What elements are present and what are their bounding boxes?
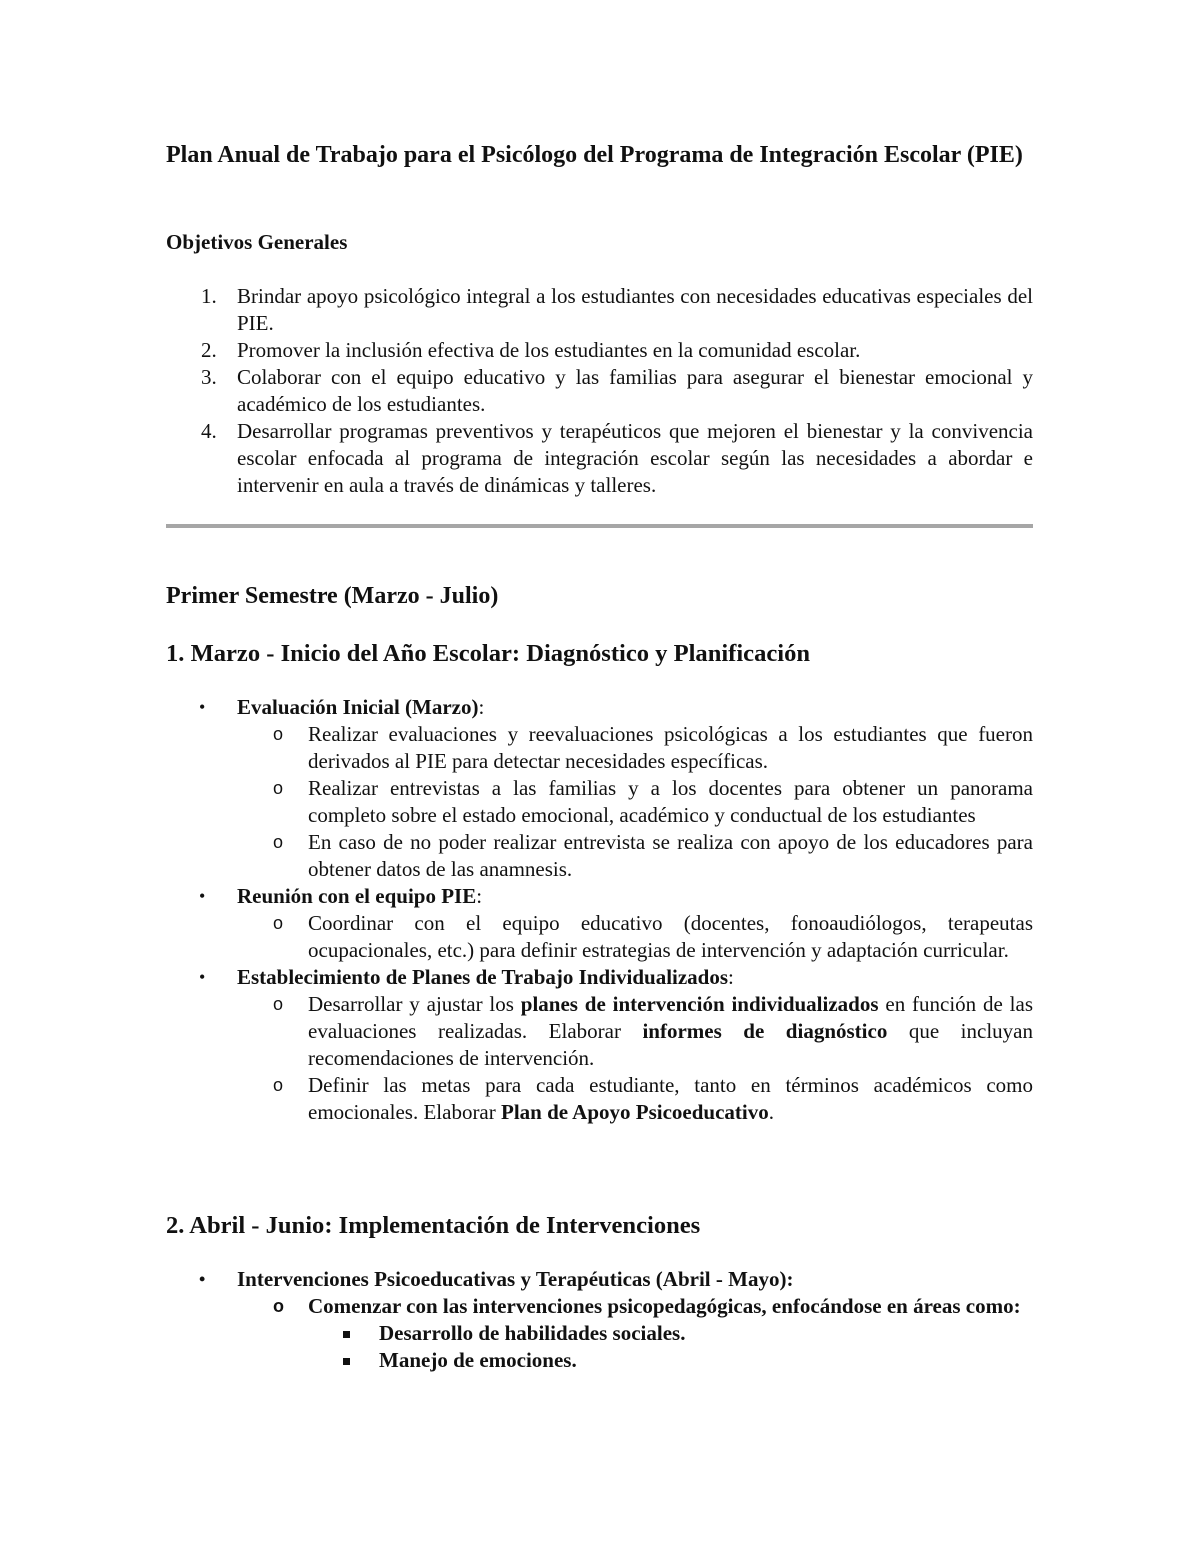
circle-bullet-icon: o xyxy=(273,1075,284,1095)
objectives-heading: Objetivos Generales xyxy=(166,230,348,254)
sub-sub-list-item xyxy=(308,1320,1033,1347)
sub-sub-item-text: Desarrollo de habilidades sociales. xyxy=(379,1321,686,1345)
circle-bullet-icon: o xyxy=(273,832,284,852)
sub-item-text: Realizar entrevistas a las familias y a los docentes para obtener un panorama completo sobre el estado emocional, académico y conductual de los estudiantes xyxy=(308,776,1033,827)
objectives-list xyxy=(166,283,1033,499)
april-activity-list xyxy=(166,1266,1033,1374)
item-label: Reunión con el equipo PIE xyxy=(237,884,477,908)
text-run: . xyxy=(768,1100,775,1124)
sub-list-item xyxy=(237,721,1033,775)
objective-item xyxy=(166,418,1033,499)
list-item xyxy=(166,964,1033,1126)
bold-text-run: Plan de Apoyo Psicoeducativo xyxy=(501,1100,769,1124)
list-item xyxy=(166,1266,1033,1374)
sub-sub-item-text: Manejo de emociones. xyxy=(379,1348,577,1372)
document-title: Plan Anual de Trabajo para el Psicólogo del Programa de Integración Escolar (PIE) xyxy=(166,142,1023,168)
sub-list xyxy=(237,1293,1033,1374)
bold-text-run: planes de intervención individualizados xyxy=(520,992,879,1016)
item-label: Evaluación Inicial (Marzo) xyxy=(237,695,479,719)
text-run: Desarrollar y ajustar los xyxy=(308,992,521,1016)
sub-list-item xyxy=(237,775,1033,829)
text-run: Definir las metas para cada estudiante, tanto en términos académicos como emocionales. Elaborar xyxy=(308,1073,1033,1124)
sub-item-text: Coordinar con el equipo educativo (docentes, fonoaudiólogos, terapeutas ocupacionales, etc.) para definir estrategias de intervención y adaptación curricular. xyxy=(308,911,1033,962)
section-heading-april: 2. Abril - Junio: Implementación de Intervenciones xyxy=(166,1212,701,1239)
text-run: en función de las evaluaciones realizadas. Elaborar xyxy=(308,992,1033,1043)
sub-list xyxy=(237,721,1033,883)
objective-number: 3. xyxy=(201,365,217,389)
objective-text: Promover la inclusión efectiva de los estudiantes en la comunidad escolar. xyxy=(237,338,861,362)
objective-item xyxy=(166,337,1033,364)
list-item xyxy=(166,694,1033,883)
label-colon: : xyxy=(728,965,734,989)
sub-list-item xyxy=(237,1072,1033,1126)
label-colon: : xyxy=(786,1267,794,1291)
label-colon: : xyxy=(478,695,485,719)
objective-text: Colaborar con el equipo educativo y las familias para asegurar el bienestar emocional y académico de los estudiantes. xyxy=(237,365,1033,416)
sub-list-item xyxy=(237,1293,1033,1374)
objective-item xyxy=(166,283,1033,337)
objective-number: 2. xyxy=(201,338,217,362)
sub-item-text: Realizar evaluaciones y reevaluaciones psicológicas a los estudiantes que fueron derivados al PIE para detectar necesidades específicas. xyxy=(308,722,1033,773)
sub-list xyxy=(237,910,1033,964)
label-colon: : xyxy=(476,884,483,908)
square-bullet-icon xyxy=(343,1331,350,1338)
semester-heading: Primer Semestre (Marzo - Julio) xyxy=(166,583,499,609)
bullet-icon: • xyxy=(199,886,206,906)
march-activity-list xyxy=(166,694,1033,1126)
objective-item xyxy=(166,364,1033,418)
objective-text: Brindar apoyo psicológico integral a los estudiantes con necesidades educativas especiales del PIE. xyxy=(237,284,1033,335)
objective-text: Desarrollar programas preventivos y terapéuticos que mejoren el bienestar y la convivencia escolar enfocada al programa de integración escolar según las necesidades a abordar e intervenir en aula a través de dinámicas y talleres. xyxy=(237,419,1033,497)
sub-sub-list-item xyxy=(308,1347,1033,1374)
text-run: que incluyan recomendaciones de intervención. xyxy=(308,1019,1033,1070)
bullet-icon: • xyxy=(199,967,206,987)
sub-list-item xyxy=(237,991,1033,1072)
bullet-icon: • xyxy=(199,697,206,717)
sub-list-item xyxy=(237,829,1033,883)
objective-number: 4. xyxy=(201,419,217,443)
circle-bullet-icon: o xyxy=(273,994,284,1014)
bullet-icon: • xyxy=(199,1269,206,1289)
section-heading-march: 1. Marzo - Inicio del Año Escolar: Diagnóstico y Planificación xyxy=(166,640,811,667)
sub-list xyxy=(237,991,1033,1126)
item-label: Intervenciones Psicoeducativas y Terapéuticas (Abril - Mayo) xyxy=(237,1267,787,1291)
circle-bullet-icon: o xyxy=(273,724,284,744)
circle-bullet-icon: o xyxy=(273,913,284,933)
objective-number: 1. xyxy=(201,284,217,308)
circle-bullet-icon: o xyxy=(273,1296,284,1316)
circle-bullet-icon: o xyxy=(273,778,284,798)
sub-item-text: Comenzar con las intervenciones psicopedagógicas, enfocándose en áreas como: xyxy=(308,1294,1021,1318)
sub-list-item xyxy=(237,910,1033,964)
horizontal-divider xyxy=(166,524,1033,528)
sub-sub-list xyxy=(308,1320,1033,1374)
item-label: Establecimiento de Planes de Trabajo Individualizados xyxy=(237,965,729,989)
bold-text-run: informes de diagnóstico xyxy=(642,1019,888,1043)
square-bullet-icon xyxy=(343,1358,350,1365)
list-item xyxy=(166,883,1033,964)
sub-item-text: En caso de no poder realizar entrevista se realiza con apoyo de los educadores para obtener datos de las anamnesis. xyxy=(308,830,1033,881)
